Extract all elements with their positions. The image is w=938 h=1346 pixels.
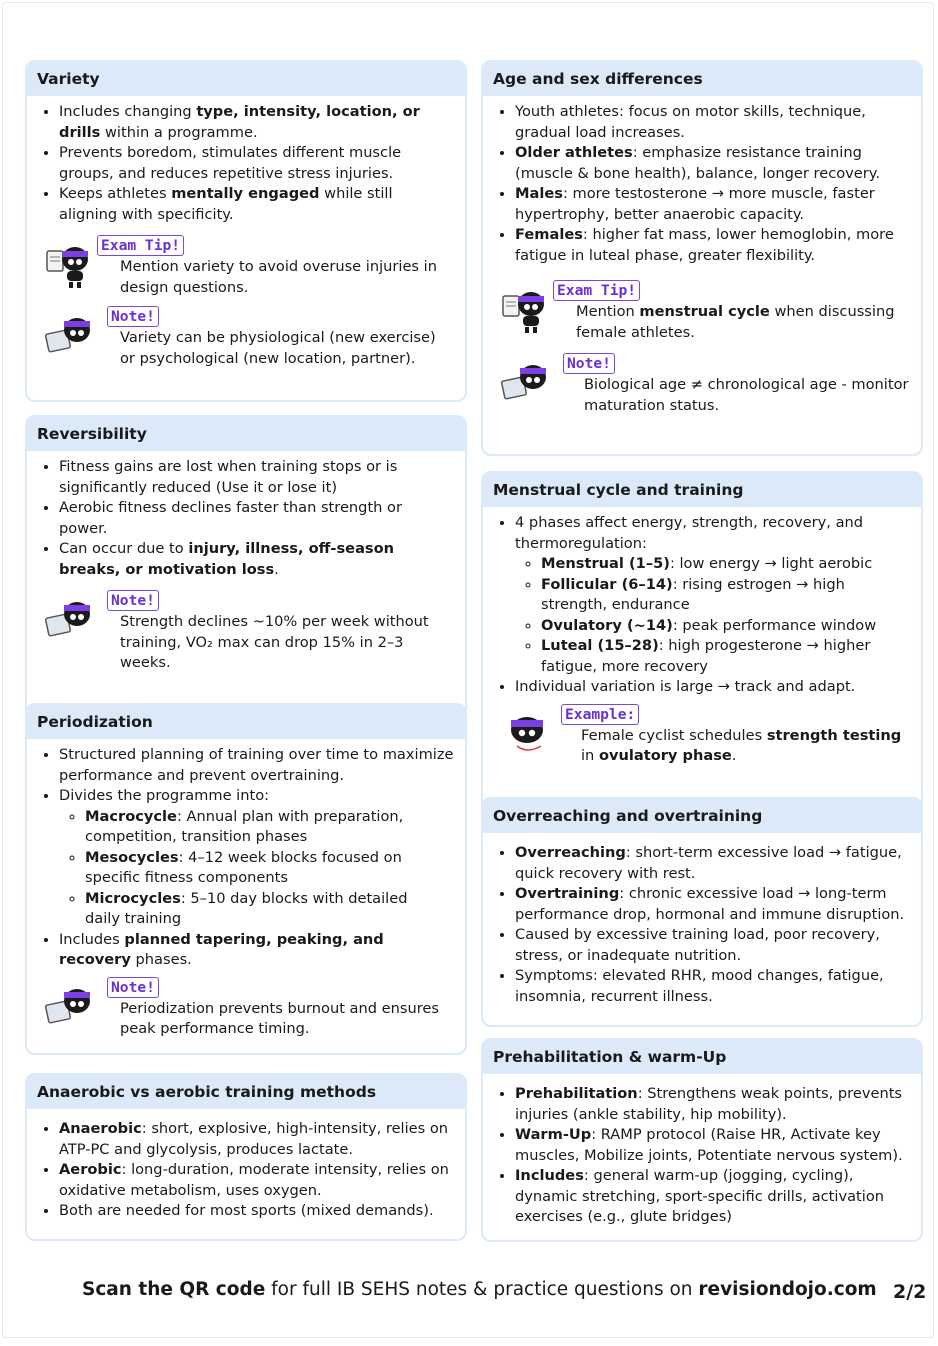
- list-item: • Older athletes: emphasize resistance training (muscle & bone health), balance, longer recovery.: [515, 143, 911, 184]
- card-title: Age and sex differences: [483, 62, 921, 96]
- periodization-card: [25, 703, 467, 1055]
- note-text: Biological age ≠ chronological age - monitor maturation status.: [584, 376, 909, 414]
- list-item: • Divides the programme into: ◦ Macrocycle: Annual plan with preparation, competition, transition phases ◦ Mesocycles: 4–12 week blocks focused on specific fitness components ◦ Microcycles: 5–10 day blocks with detailed daily training: [59, 786, 455, 930]
- bullet-list: [27, 1119, 465, 1222]
- note-label: Note!: [107, 306, 159, 327]
- overreaching-card: [481, 797, 923, 1027]
- bullet-list: [483, 513, 921, 698]
- list-item: • Keeps athletes mentally engaged while still aligning with specificity.: [59, 184, 455, 225]
- card-title: Periodization: [27, 705, 465, 739]
- age-sex-card: [481, 60, 923, 456]
- list-item: • Caused by excessive training load, poor recovery, stress, or inadequate nutrition.: [515, 925, 911, 966]
- menstrual-cycle-card: [481, 471, 923, 843]
- list-item: • Includes: general warm-up (jogging, cycling), dynamic stretching, sport-specific drills, activation exercises (e.g., glute bridges): [515, 1166, 911, 1228]
- note-callout: [501, 353, 911, 416]
- example-callout: [501, 704, 911, 767]
- card-title: Reversibility: [27, 417, 465, 451]
- note-label: Note!: [107, 590, 159, 611]
- card-title: Variety: [27, 62, 465, 96]
- card-title: Anaerobic vs aerobic training methods: [27, 1075, 465, 1109]
- ninja-clipboard-icon: [45, 241, 97, 291]
- list-item: • Can occur due to injury, illness, off-season breaks, or motivation loss.: [59, 539, 455, 580]
- note-text: Periodization prevents burnout and ensures peak performance timing.: [120, 999, 439, 1037]
- sub-list-item: ◦ Microcycles: 5–10 day blocks with detailed daily training: [85, 889, 445, 930]
- note-text: Variety can be physiological (new exercise) or psychological (new location, partner).: [120, 329, 436, 367]
- note-text: Strength declines ~10% per week without training, VO₂ max can drop 15% in 2–3 weeks.: [120, 613, 429, 671]
- ninja-tablet-icon: [45, 312, 97, 362]
- list-item: • Warm-Up: RAMP protocol (Raise HR, Activate key muscles, Mobilize joints, Potentiate nervous system).: [515, 1125, 911, 1166]
- sub-list-item: ◦ Luteal (15–28): high progesterone → higher fatigue, more recovery: [541, 636, 901, 677]
- exam-tip-text: Mention variety to avoid overuse injuries in design questions.: [120, 258, 437, 296]
- list-item: • Overtraining: chronic excessive load → long-term performance drop, hormonal and immune disruption.: [515, 884, 911, 925]
- exam-tip-callout: [45, 235, 455, 298]
- list-item: • Anaerobic: short, explosive, high-intensity, relies on ATP-PC and glycolysis, produces lactate.: [59, 1119, 455, 1160]
- bullet-list: [483, 1084, 921, 1228]
- variety-card: [25, 60, 467, 402]
- list-item: • Aerobic: long-duration, moderate intensity, relies on oxidative metabolism, uses oxygen.: [59, 1160, 455, 1201]
- list-item: • Females: higher fat mass, lower hemoglobin, more fatigue in luteal phase, greater flexibility.: [515, 225, 911, 266]
- sub-list-item: ◦ Follicular (6–14): rising estrogen → high strength, endurance: [541, 575, 901, 616]
- bullet-list: [27, 457, 465, 580]
- bullet-list: [483, 102, 921, 266]
- sub-list: [59, 807, 455, 930]
- list-item: • Overreaching: short-term excessive load → fatigue, quick recovery with rest.: [515, 843, 911, 884]
- ninja-clipboard-icon: [501, 286, 553, 336]
- sub-list-item: ◦ Menstrual (1–5): low energy → light aerobic: [541, 554, 901, 575]
- list-item: • Symptoms: elevated RHR, mood changes, fatigue, insomnia, recurrent illness.: [515, 966, 911, 1007]
- note-label: Note!: [107, 977, 159, 998]
- list-item: • Both are needed for most sports (mixed demands).: [59, 1201, 455, 1222]
- list-item: • Includes changing type, intensity, location, or drills within a programme.: [59, 102, 455, 143]
- ninja-tablet-icon: [45, 596, 97, 646]
- list-item: • Includes planned tapering, peaking, and recovery phases.: [59, 930, 455, 971]
- exam-tip-text: Mention menstrual cycle when discussing female athletes.: [576, 303, 895, 341]
- list-item: • Aerobic fitness declines faster than strength or power.: [59, 498, 455, 539]
- website-link[interactable]: revisiondojo.com: [698, 1279, 877, 1300]
- list-item: • Fitness gains are lost when training stops or is significantly reduced (Use it or lose it): [59, 457, 455, 498]
- sub-list-item: ◦ Mesocycles: 4–12 week blocks focused on specific fitness components: [85, 848, 445, 889]
- ninja-avatar-icon: [501, 710, 553, 760]
- example-text: Female cyclist schedules strength testing in ovulatory phase.: [581, 726, 902, 764]
- list-item: • Males: more testosterone → more muscle, faster hypertrophy, better anaerobic capacity.: [515, 184, 911, 225]
- list-item: • Prehabilitation: Strengthens weak points, prevents injuries (ankle stability, hip mobility).: [515, 1084, 911, 1125]
- bullet-list: [483, 843, 921, 1007]
- bullet-list: [27, 745, 465, 971]
- ninja-tablet-icon: [501, 359, 553, 409]
- sub-list-item: ◦ Macrocycle: Annual plan with preparation, competition, transition phases: [85, 807, 445, 848]
- note-callout: [45, 306, 455, 369]
- prehab-warmup-card: [481, 1038, 923, 1242]
- page-number: 2/2: [893, 1281, 927, 1303]
- card-title: Menstrual cycle and training: [483, 473, 921, 507]
- footer-text: Scan the QR code for full IB SEHS notes & practice questions on revisiondojo.com: [82, 1279, 877, 1300]
- ninja-tablet-icon: [45, 983, 97, 1033]
- bullet-list: [27, 102, 465, 225]
- exam-tip-label: Exam Tip!: [553, 280, 640, 301]
- note-label: Note!: [563, 353, 615, 374]
- example-label: Example:: [561, 704, 639, 725]
- sub-list: [515, 554, 911, 677]
- list-item: • Individual variation is large → track and adapt.: [515, 677, 911, 698]
- anaerobic-aerobic-card: [25, 1073, 467, 1241]
- list-item: • 4 phases affect energy, strength, recovery, and thermoregulation: ◦ Menstrual (1–5): low energy → light aerobic ◦ Follicular (6–14): rising estrogen → high strength, endurance ◦ Ovulatory (~14): peak performance window ◦ Luteal (15–28): high progesterone → higher fatigue, more recovery: [515, 513, 911, 677]
- exam-tip-callout: [501, 280, 911, 343]
- note-callout: [45, 590, 455, 674]
- list-item: • Prevents boredom, stimulates different muscle groups, and reduces repetitive stress injuries.: [59, 143, 455, 184]
- card-title: Prehabilitation & warm-Up: [483, 1040, 921, 1074]
- exam-tip-label: Exam Tip!: [97, 235, 184, 256]
- list-item: • Structured planning of training over time to maximize performance and prevent overtraining.: [59, 745, 455, 786]
- list-item: • Youth athletes: focus on motor skills, technique, gradual load increases.: [515, 102, 911, 143]
- note-callout: [45, 977, 455, 1040]
- reversibility-card: [25, 415, 467, 745]
- sub-list-item: ◦ Ovulatory (~14): peak performance window: [541, 616, 901, 637]
- card-title: Overreaching and overtraining: [483, 799, 921, 833]
